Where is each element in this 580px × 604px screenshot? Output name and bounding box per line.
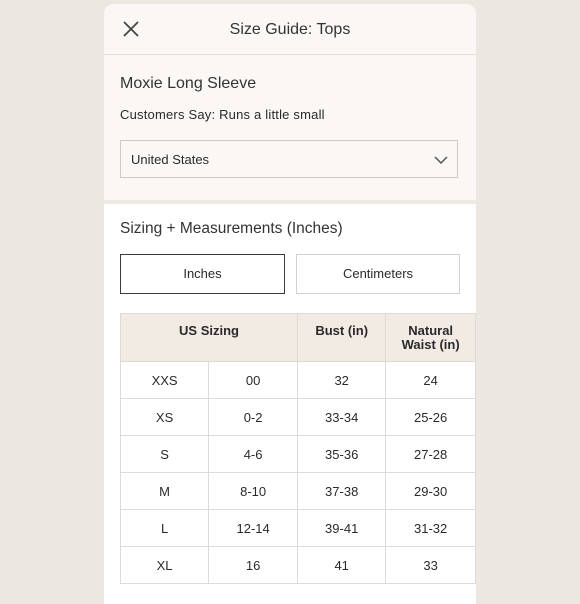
country-select-value: United States bbox=[131, 152, 210, 167]
bust-cell: 35-36 bbox=[298, 436, 386, 473]
table-row bbox=[121, 473, 476, 510]
table-header-row bbox=[121, 314, 476, 362]
size-cell: S bbox=[121, 436, 209, 473]
header-us-sizing: US Sizing bbox=[121, 314, 298, 362]
header-natural-waist: Natural Waist (in) bbox=[386, 314, 476, 362]
size-cell: XL bbox=[121, 547, 209, 584]
table-row bbox=[121, 399, 476, 436]
measurements-section bbox=[104, 204, 476, 604]
header-bust: Bust (in) bbox=[298, 314, 386, 362]
bust-cell: 41 bbox=[298, 547, 386, 584]
size-table bbox=[120, 313, 476, 584]
table-row bbox=[121, 362, 476, 399]
size-cell: L bbox=[121, 510, 209, 547]
bust-cell: 32 bbox=[298, 362, 386, 399]
fit-note: Customers Say: Runs a little small bbox=[120, 107, 325, 122]
waist-cell: 24 bbox=[386, 362, 476, 399]
waist-cell: 27-28 bbox=[386, 436, 476, 473]
us-size-cell: 12-14 bbox=[209, 510, 298, 547]
bust-cell: 37-38 bbox=[298, 473, 386, 510]
page-title: Size Guide: Tops bbox=[229, 21, 351, 38]
product-name: Moxie Long Sleeve bbox=[120, 75, 257, 92]
bust-cell: 39-41 bbox=[298, 510, 386, 547]
centimeters-button[interactable]: Centimeters bbox=[296, 254, 460, 294]
table-row bbox=[121, 510, 476, 547]
us-size-cell: 4-6 bbox=[209, 436, 298, 473]
waist-cell: 25-26 bbox=[386, 399, 476, 436]
bust-cell: 33-34 bbox=[298, 399, 386, 436]
waist-cell: 31-32 bbox=[386, 510, 476, 547]
table-row bbox=[121, 436, 476, 473]
us-size-cell: 8-10 bbox=[209, 473, 298, 510]
us-size-cell: 16 bbox=[209, 547, 298, 584]
us-size-cell: 00 bbox=[209, 362, 298, 399]
close-button[interactable] bbox=[120, 18, 142, 40]
chevron-down-icon bbox=[433, 153, 449, 167]
us-size-cell: 0-2 bbox=[209, 399, 298, 436]
inches-button[interactable]: Inches bbox=[120, 254, 285, 294]
close-icon bbox=[120, 18, 142, 40]
size-cell: M bbox=[121, 473, 209, 510]
measurements-title: Sizing + Measurements (Inches) bbox=[120, 220, 343, 237]
country-select[interactable] bbox=[120, 140, 458, 178]
table-row bbox=[121, 547, 476, 584]
size-guide-header bbox=[104, 4, 476, 55]
waist-cell: 29-30 bbox=[386, 473, 476, 510]
waist-cell: 33 bbox=[386, 547, 476, 584]
size-cell: XS bbox=[121, 399, 209, 436]
size-cell: XXS bbox=[121, 362, 209, 399]
product-section bbox=[104, 55, 476, 200]
size-guide-sheet bbox=[104, 4, 476, 604]
